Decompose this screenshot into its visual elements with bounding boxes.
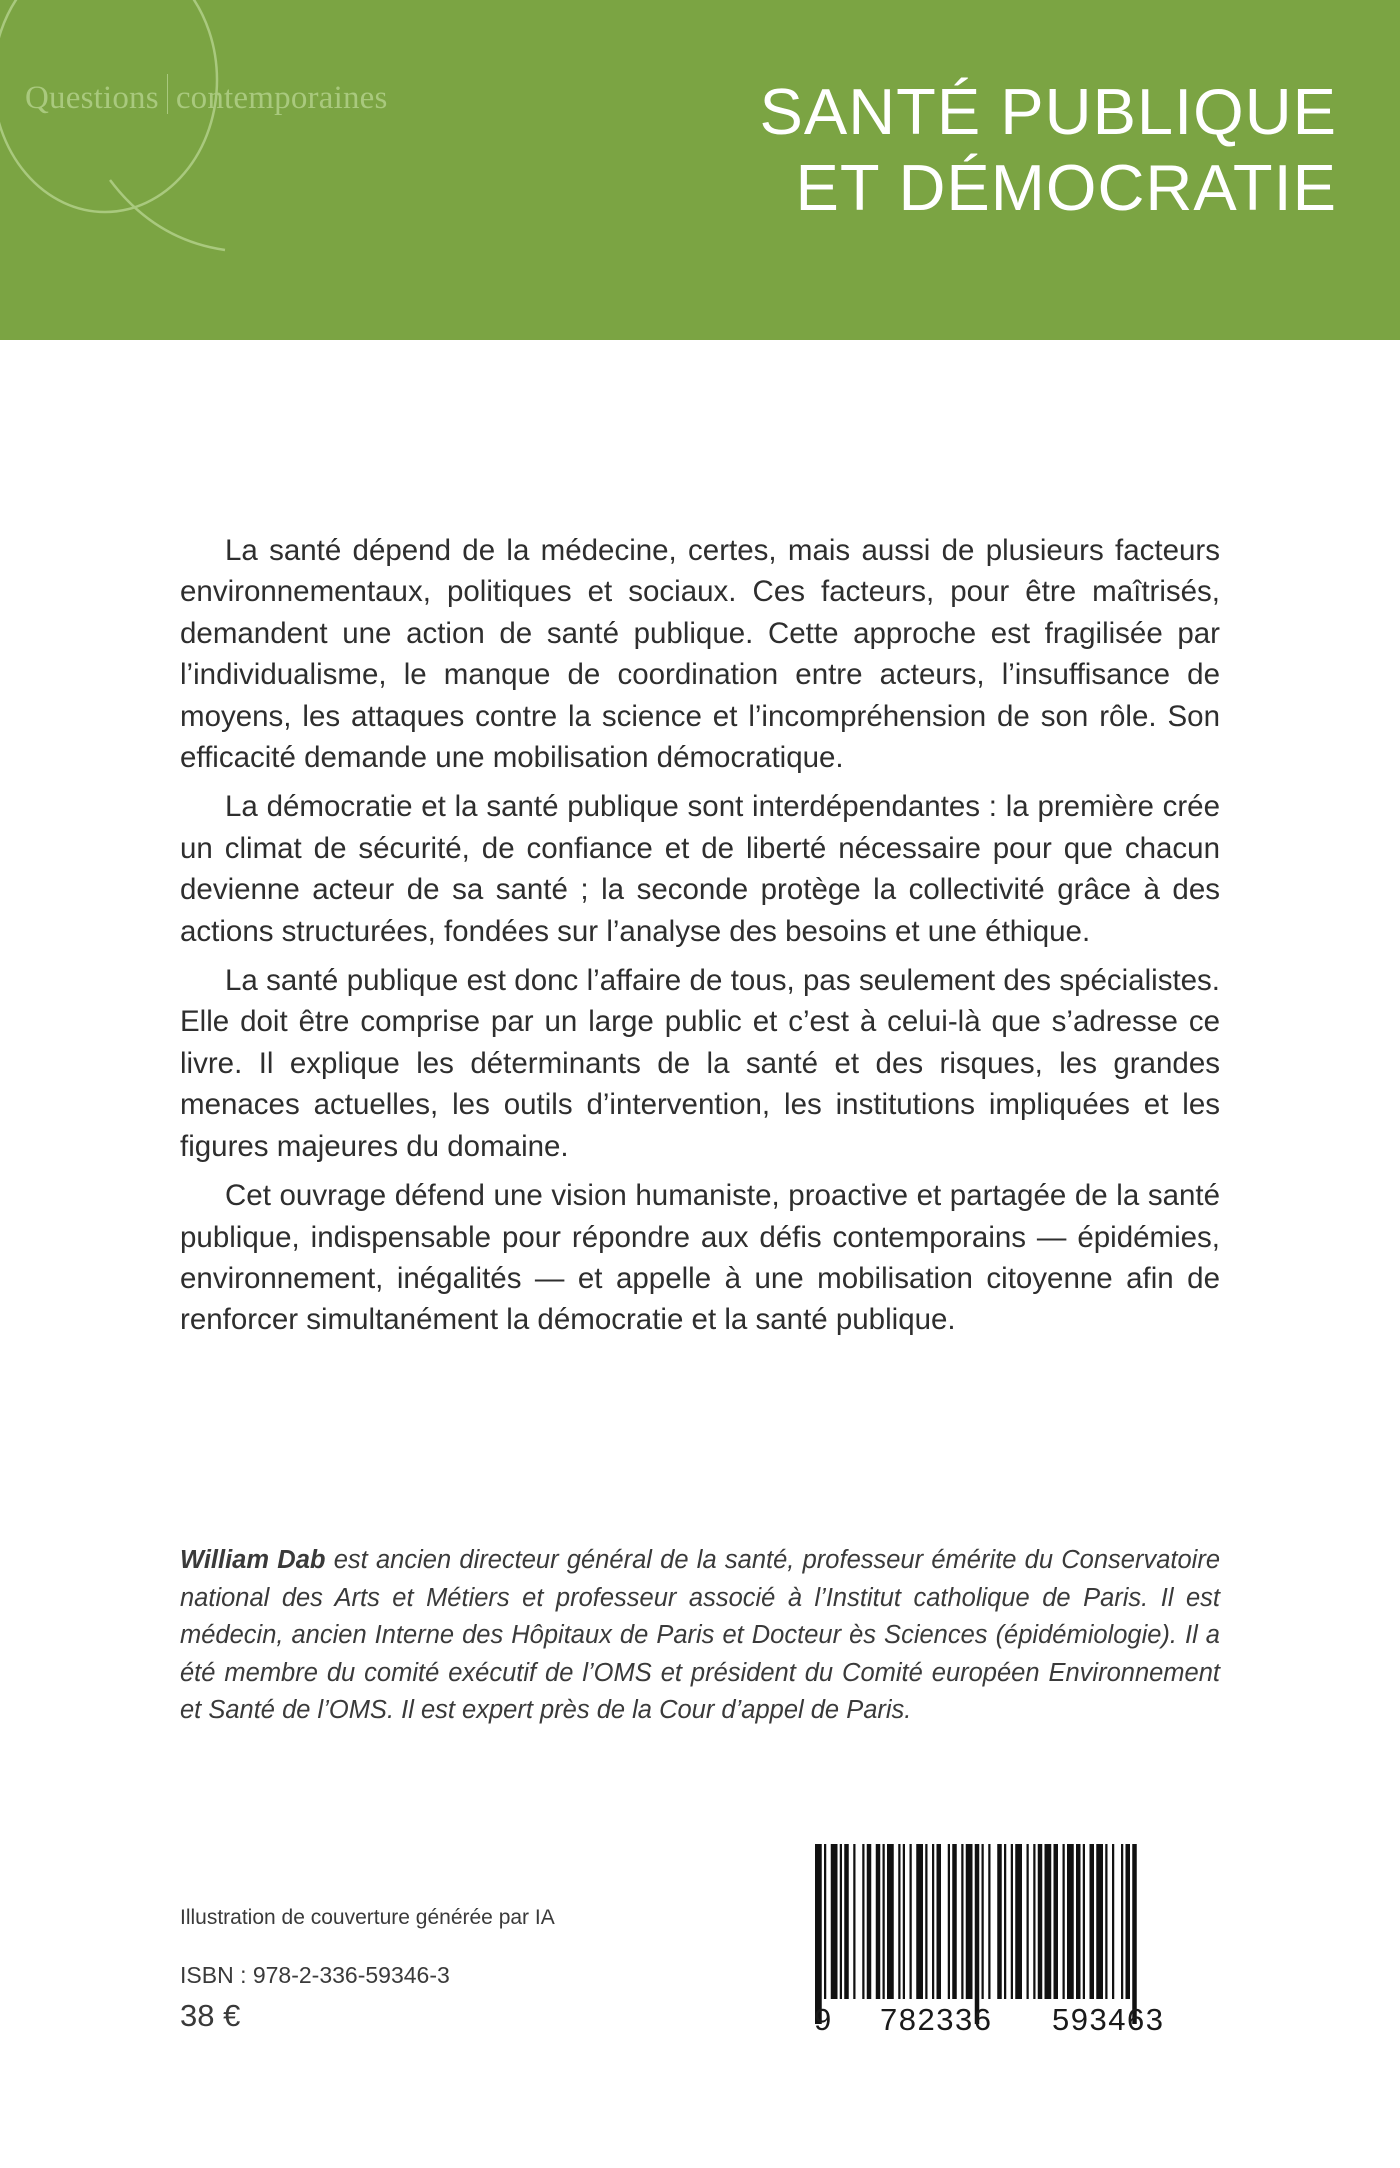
barcode-bar xyxy=(1038,1844,1043,1999)
author-name: William Dab xyxy=(180,1546,326,1574)
barcode-bar xyxy=(903,1844,905,1999)
barcode-bar xyxy=(876,1844,881,1999)
book-summary xyxy=(180,530,1220,1349)
barcode-bar xyxy=(867,1844,872,1999)
barcode-bar xyxy=(883,1844,885,1999)
q-letter-icon xyxy=(0,0,230,260)
barcode-bar xyxy=(916,1844,923,1999)
barcode-bar xyxy=(898,1844,900,1999)
barcode-bar xyxy=(997,1844,1002,1999)
series-name xyxy=(25,74,388,117)
barcode-bar xyxy=(887,1844,894,1999)
barcode-bar xyxy=(1027,1844,1029,1999)
barcode-bar xyxy=(1090,1844,1095,1999)
barcode-bar xyxy=(815,1844,822,2024)
barcode-bar xyxy=(966,1844,973,1999)
barcode-bar xyxy=(975,1844,980,2024)
series-separator xyxy=(167,74,168,114)
summary-paragraph-2: La démocratie et la santé publique sont interdépendantes : la première crée un climat de sécurité, de confiance et de liberté nécessaire pour que chacun devienne acteur de sa santé ; la seconde protège la collectivité grâce à des actions structurées, fondées sur l’analyse des besoins et une éthique. xyxy=(180,790,1220,948)
barcode-bar xyxy=(1045,1844,1052,1999)
barcode-bar xyxy=(948,1844,950,1999)
barcode-bar xyxy=(862,1844,864,1999)
author-bio xyxy=(180,1542,1220,1730)
isbn-number: ISBN : 978-2-336-59346-3 xyxy=(180,1962,450,1988)
author-bio-text: est ancien directeur général de la santé, professeur émérite du Conservatoire national des Arts et Métiers et professeur associé à l’Institut catholique de Paris. Il est médecin, ancien Interne des Hôpitaux de Paris et Docteur ès Sciences (épidémiologie). Il a été membre du comité exécutif de l’OMS et président du Comité européen Environnement et Santé de l’OMS. Il est expert près de la Cour d’appel de Paris. xyxy=(180,1546,1221,1724)
barcode-bar xyxy=(1063,1844,1065,1999)
barcode-bar xyxy=(910,1844,912,1999)
barcode-bar xyxy=(961,1844,963,1999)
cover-header-band xyxy=(0,0,1400,340)
barcode-bar xyxy=(1011,1844,1013,1999)
barcode-bar xyxy=(1126,1844,1131,1999)
barcode-bar xyxy=(1076,1844,1081,1999)
barcode-bar xyxy=(1132,1844,1137,2024)
barcode-bar xyxy=(937,1844,942,1999)
price-label: 38 € xyxy=(180,1998,241,2033)
summary-paragraph-3: La santé publique est donc l’affaire de tous, pas seulement des spécialistes. Elle doit être comprise par un large public et c’est à celui-là que s’adresse ce livre. Il explique les déterminants de la santé et des risques, les grandes menaces actuelles, les outils d’intervention, les institutions impliquées et les figures majeures du domaine. xyxy=(180,964,1220,1163)
barcode-bar xyxy=(925,1844,927,1999)
barcode-bar xyxy=(932,1844,934,1999)
book-title-line1: SANTÉ PUBLIQUE xyxy=(759,75,1337,148)
barcode-bar xyxy=(1067,1844,1074,1999)
barcode-bar xyxy=(1105,1844,1107,1999)
series-word-contemporaines: contemporaines xyxy=(175,80,388,116)
barcode-bar xyxy=(840,1844,842,1999)
barcode-bar xyxy=(824,1844,826,1999)
barcode-bar xyxy=(1004,1844,1006,1999)
book-title-line2: ET DÉMOCRATIE xyxy=(795,151,1337,224)
book-title xyxy=(760,74,1337,226)
series-word-questions: Questions xyxy=(25,80,159,116)
barcode-bar xyxy=(831,1844,838,1999)
barcode-bar xyxy=(1096,1844,1103,1999)
barcode-bar xyxy=(1112,1844,1114,1999)
barcode-digits-left: 782336 xyxy=(880,2002,993,2037)
barcode-digit-first: 9 xyxy=(814,2002,833,2037)
barcode-bar xyxy=(952,1844,957,1999)
barcode-bar xyxy=(982,1844,984,1999)
barcode-bar xyxy=(844,1844,849,1999)
barcode-bar xyxy=(988,1844,990,1999)
barcode-bar xyxy=(1121,1844,1123,1999)
summary-paragraph-1: La santé dépend de la médecine, certes, mais aussi de plusieurs facteurs environnementaux, politiques et sociaux. Ces facteurs, pour être maîtrisés, demandent une action de santé publique. Cette approche est fragilisée par l’individualisme, le manque de coordination entre acteurs, l’insuffisance de moyens, les attaques contre la science et l’incompréhension de son rôle. Son efficacité demande une mobilisation démocratique. xyxy=(180,534,1220,775)
barcode-bar xyxy=(1015,1844,1022,1999)
barcode-bar xyxy=(853,1844,855,1999)
barcode-bar xyxy=(1033,1844,1035,1999)
barcode-icon xyxy=(805,1844,1195,2024)
barcode-bar xyxy=(1083,1844,1085,1999)
summary-paragraph-4: Cet ouvrage défend une vision humaniste, proactive et partagée de la santé publique, indispensable pour répondre aux défis contemporains — épidémies, environnement, inégalités — et appelle à une mobilisation citoyenne afin de renforcer simultanément la démocratie et la santé publique. xyxy=(180,1179,1220,1337)
illustration-credit: Illustration de couverture générée par IA xyxy=(180,1906,555,1929)
barcode-digits-right: 593463 xyxy=(1052,2002,1165,2037)
barcode-bar xyxy=(1054,1844,1059,1999)
